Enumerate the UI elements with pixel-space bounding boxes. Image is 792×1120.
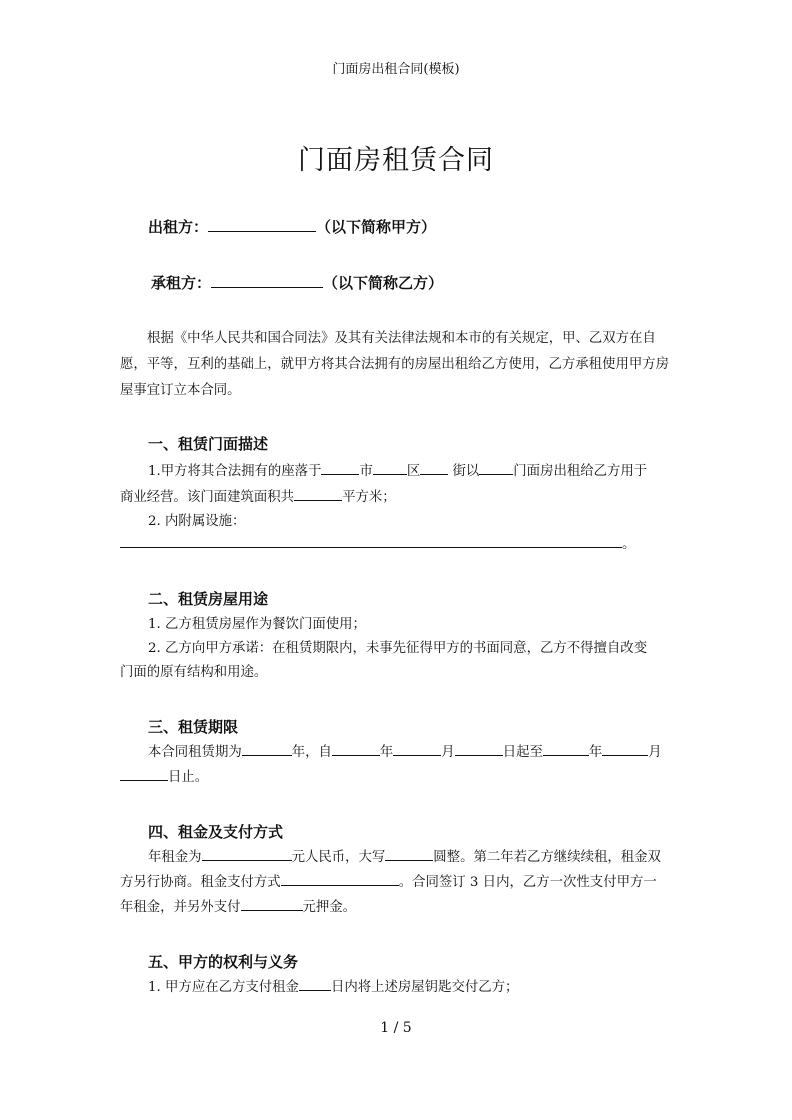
s1-line1 xyxy=(148,460,647,479)
end-day-blank[interactable] xyxy=(120,766,168,781)
term-years-blank[interactable] xyxy=(242,741,292,756)
start-day-blank[interactable] xyxy=(455,741,503,756)
s1-text: 商业经营。该门面建筑面积共 xyxy=(120,490,295,505)
s3-text: 年，自 xyxy=(291,745,332,760)
document-title: 门面房租赁合同 xyxy=(298,145,494,176)
s1-text: 门面房出租给乙方用于 xyxy=(513,464,648,479)
end-month-blank[interactable] xyxy=(602,741,648,756)
s4-line2 xyxy=(120,871,657,890)
s5-line1 xyxy=(148,976,518,995)
s1-line4 xyxy=(120,533,635,552)
s1-text: 1.甲方将其合法拥有的座落于 xyxy=(148,464,322,479)
page-number: 1 / 5 xyxy=(380,1020,412,1036)
s4-text: 元人民币，大写 xyxy=(291,850,386,865)
s2-line3: 门面的原有结构和用途。 xyxy=(120,665,268,680)
street-blank[interactable] xyxy=(420,460,448,475)
s3-text: 年 xyxy=(379,745,394,760)
s4-text: 年租金，并另外支付 xyxy=(120,900,241,915)
annual-rent-blank[interactable] xyxy=(202,846,292,861)
intro-paragraph: 根据《中华人民共和国合同法》及其有关法律法规和本市的有关规定，甲、乙双方在自愿，平等，互利的基础上，就甲方将其合法拥有的房屋出租给乙方使用，乙方承租使用甲方房屋事宜订立本合同。 xyxy=(120,331,670,398)
s1-text: 街以 xyxy=(452,464,480,479)
position-blank[interactable] xyxy=(479,460,513,475)
s1-text: 平方米； xyxy=(342,490,396,505)
end-year-blank[interactable] xyxy=(543,741,589,756)
section1-heading: 一、租赁门面描述 xyxy=(148,435,269,453)
lessee-label: 承租方： xyxy=(151,274,212,292)
s4-text: 年租金为 xyxy=(148,850,202,865)
district-blank[interactable] xyxy=(373,460,407,475)
s1-text: 区 xyxy=(406,464,421,479)
s2-line1: 1. 乙方租赁房屋作为餐饮门面使用； xyxy=(148,617,366,632)
lessor-line xyxy=(148,216,436,237)
payment-method-blank[interactable] xyxy=(281,871,399,886)
s3-text: 日止。 xyxy=(168,770,209,785)
lessor-label: 出租方： xyxy=(148,218,209,236)
s5-text: 1. 甲方应在乙方支付租金 xyxy=(148,980,299,995)
s1-line3: 2. 内附属设施： xyxy=(148,514,246,529)
s1-text: 。 xyxy=(622,537,636,552)
lessee-suffix: （以下简称乙方） xyxy=(323,274,444,292)
s4-text: 。合同签订 3 日内，乙方一次性支付甲方一 xyxy=(398,875,657,890)
city-blank[interactable] xyxy=(321,460,359,475)
s2-line2: 2. 乙方向甲方承诺：在租赁期限内，未事先征得甲方的书面同意，乙方不得擅自改变 xyxy=(148,641,648,656)
rent-capital-blank[interactable] xyxy=(385,846,433,861)
key-days-blank[interactable] xyxy=(299,976,331,991)
s4-line1 xyxy=(148,846,661,865)
lessor-suffix: （以下简称甲方） xyxy=(316,218,437,236)
s5-text: 日内将上述房屋钥匙交付乙方； xyxy=(330,980,519,995)
deposit-blank[interactable] xyxy=(241,896,303,911)
lessee-line xyxy=(151,272,443,293)
section5-heading: 五、甲方的权利与义务 xyxy=(148,953,299,971)
s3-line2 xyxy=(120,766,208,785)
s3-text: 日起至 xyxy=(502,745,543,760)
start-year-blank[interactable] xyxy=(332,741,380,756)
s3-text: 月 xyxy=(441,745,455,760)
lessee-blank[interactable] xyxy=(211,273,323,288)
s4-text: 方另行协商。租金支付方式 xyxy=(120,875,281,890)
lessor-blank[interactable] xyxy=(208,217,316,232)
area-blank[interactable] xyxy=(294,486,342,501)
s4-line3 xyxy=(120,896,356,915)
s1-text: 市 xyxy=(359,464,373,479)
s3-text: 月 xyxy=(648,745,662,760)
s4-text: 圆整。第二年若乙方继续续租，租金双 xyxy=(433,850,661,865)
s4-text: 元押金。 xyxy=(302,900,357,915)
s3-text: 年 xyxy=(588,745,603,760)
section2-heading: 二、租赁房屋用途 xyxy=(148,590,269,608)
page-header: 门面房出租合同(模板) xyxy=(332,62,460,77)
s3-line1 xyxy=(148,741,662,760)
section3-heading: 三、租赁期限 xyxy=(148,718,239,736)
s1-line2 xyxy=(120,486,396,505)
section4-heading: 四、租金及支付方式 xyxy=(148,823,284,841)
start-month-blank[interactable] xyxy=(393,741,441,756)
s3-text: 本合同租赁期为 xyxy=(148,745,242,760)
facilities-blank[interactable] xyxy=(120,533,622,548)
